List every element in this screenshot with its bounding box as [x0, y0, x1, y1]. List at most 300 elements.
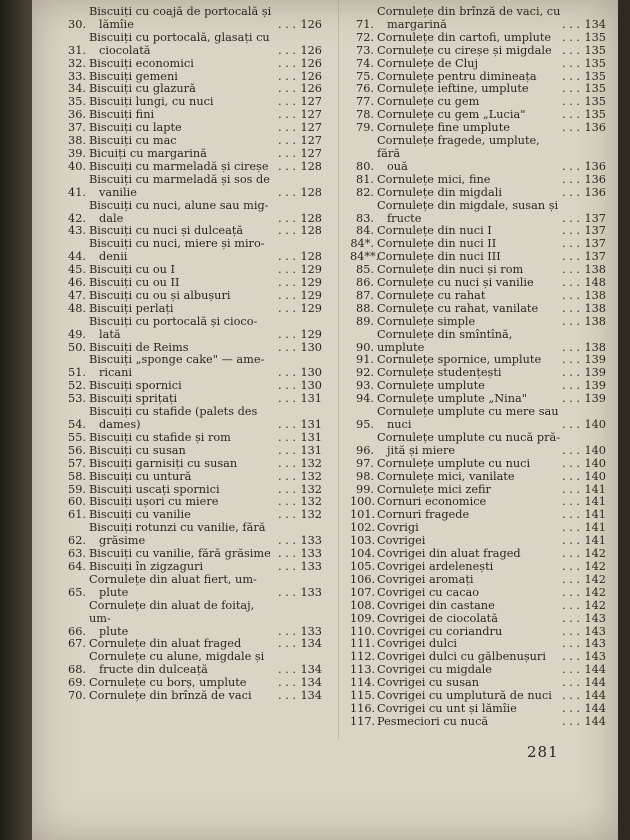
entry-title — [89, 354, 278, 380]
dot-leader: . . . — [278, 134, 296, 148]
entry-title-continuation: grăsime — [99, 534, 146, 548]
entry-page: 139 — [584, 353, 606, 367]
dot-leader: . . . — [562, 353, 580, 367]
entry-title-continuation: fructe — [387, 211, 422, 225]
entry-page: 140 — [584, 418, 606, 431]
entry-title — [89, 316, 278, 342]
entry-number: 84**. — [350, 250, 380, 264]
dot-leader: . . . — [562, 314, 580, 328]
dot-leader: . . . — [562, 521, 580, 535]
entry-title-line: Cornulețe umplute cu nuci — [377, 457, 531, 470]
entry-page: 133 — [300, 559, 322, 573]
entry-number: 84*. — [350, 237, 374, 251]
toc-entry — [350, 600, 606, 613]
entry-title-continuation: plute — [99, 624, 129, 638]
entry-number: 44. — [68, 250, 86, 264]
entry-number: 30. — [68, 17, 86, 31]
dot-leader: . . . — [562, 56, 580, 70]
entry-title — [89, 303, 278, 316]
entry-title — [89, 135, 278, 148]
entry-title — [377, 522, 562, 535]
entry-title — [89, 83, 278, 96]
entry-title-line: Cornulețe cu gem „Lucia" — [377, 109, 526, 122]
entry-title-line: Cornulețe fine umplute — [377, 122, 510, 135]
entry-title-line: Biscuiți cu marmeladă și cireșe — [89, 160, 269, 173]
entry-title — [89, 406, 278, 432]
entry-title-line: Cornulețe din brînză de vaci — [89, 690, 252, 703]
entry-title — [89, 445, 278, 458]
toc-entry — [350, 316, 606, 329]
entry-title — [377, 187, 562, 200]
toc-entry — [350, 45, 606, 58]
entry-title — [377, 561, 562, 574]
entry-page: 127 — [300, 108, 322, 122]
dot-leader: . . . — [278, 17, 296, 31]
entry-title-line: Biscuiți de Reims — [89, 341, 189, 354]
toc-entry — [350, 32, 606, 45]
entry-page: 129 — [300, 288, 322, 302]
entry-number: 33. — [68, 69, 86, 83]
dot-leader: . . . — [562, 714, 580, 728]
entry-number: 59. — [68, 482, 86, 496]
entry-page: 127 — [300, 121, 322, 135]
entry-title — [377, 484, 562, 497]
entry-title-line: Biscuiți lungi, cu nuci — [89, 96, 214, 109]
entry-title-line: Covrigei dulci — [377, 638, 458, 651]
dot-leader: . . . — [278, 366, 296, 380]
entry-title-continuation: dames) — [99, 418, 141, 431]
entry-number: 109. — [350, 611, 376, 625]
entry-number: 42. — [68, 211, 86, 225]
entry-page: 138 — [584, 288, 606, 302]
entry-title-line: Cornulețe cu borș, umplute — [89, 677, 247, 690]
entry-number: 83. — [356, 211, 374, 225]
entry-title-line: Cornulețe mici, fine — [377, 173, 491, 186]
entry-title-line: Cornulețe din aluat de foitaj, um- — [89, 599, 255, 625]
entry-number: 56. — [68, 443, 86, 457]
entry-page: 128 — [300, 211, 322, 225]
entry-number: 65. — [68, 585, 86, 599]
entry-title — [89, 161, 278, 174]
dot-leader: . . . — [562, 263, 580, 277]
dot-leader: . . . — [278, 430, 296, 444]
entry-title-line: Biscuiți gemeni — [89, 70, 178, 83]
entry-title — [377, 290, 562, 303]
dot-leader: . . . — [278, 159, 296, 173]
dot-leader: . . . — [562, 17, 580, 31]
entry-title — [89, 32, 278, 58]
entry-page: 133 — [300, 534, 322, 548]
entry-title-line: Biscuiți cu susan — [89, 444, 186, 457]
toc-entry — [62, 471, 322, 484]
entry-title-line: Biscuiți cu stafide și rom — [89, 431, 231, 444]
entry-title-continuation: lată — [99, 327, 121, 341]
entry-number: 71. — [356, 17, 374, 31]
entry-title — [377, 393, 562, 406]
dot-leader: . . . — [278, 637, 296, 651]
entry-title — [377, 626, 562, 639]
entry-number: 48. — [68, 301, 86, 315]
entry-title-line: Cornulețe din cartofi, umplute — [377, 31, 552, 44]
entry-title-line: Covrigei cu cacao — [377, 586, 480, 599]
dot-leader: . . . — [278, 69, 296, 83]
dot-leader: . . . — [278, 56, 296, 70]
entry-page: 136 — [584, 159, 606, 173]
dot-leader: . . . — [562, 224, 580, 238]
dot-leader: . . . — [562, 211, 580, 225]
entry-title — [89, 484, 278, 497]
entry-title-line: Cornulețe umplute „Nina" — [377, 393, 527, 406]
dot-leader: . . . — [562, 676, 580, 690]
entry-title-line: Cornulețe din brînză de vaci, cu — [377, 6, 561, 18]
entry-title — [89, 677, 278, 690]
entry-number: 69. — [68, 676, 86, 690]
dot-leader: . . . — [278, 185, 296, 199]
entry-title-line: Biscuiți cu ou II — [89, 277, 180, 290]
entry-number: 104. — [350, 547, 376, 561]
entry-page: 135 — [584, 69, 606, 83]
entry-title-line: Cornulețe mici zefir — [377, 483, 491, 496]
entry-title — [377, 677, 562, 690]
entry-number: 78. — [356, 108, 374, 122]
entry-page: 138 — [584, 314, 606, 328]
entry-title — [377, 58, 562, 71]
entry-number: 111. — [350, 637, 376, 651]
entry-title-line: Cornulețe umplute cu nucă pră- — [377, 431, 561, 444]
entry-title-line: Cornulețe din nuci II — [377, 238, 497, 251]
entry-page: 137 — [584, 224, 606, 238]
toc-left-column — [62, 6, 322, 703]
entry-number: 117. — [350, 714, 376, 728]
entry-title — [377, 135, 562, 174]
entry-title-line: Biscuiți cu ou și albușuri — [89, 289, 231, 302]
entry-title-line: Cornulețe cu alune, migdale și — [89, 651, 265, 664]
entry-title — [89, 225, 278, 238]
entry-page: 142 — [584, 585, 606, 599]
entry-number: 62. — [68, 534, 86, 548]
dot-leader: . . . — [562, 108, 580, 122]
toc-entry — [62, 574, 322, 600]
entry-title — [89, 290, 278, 303]
entry-title — [377, 316, 562, 329]
toc-entry — [62, 432, 322, 445]
entry-title-line: Biscuiți cu ou I — [89, 264, 175, 277]
entry-title — [89, 496, 278, 509]
entry-title — [377, 509, 562, 522]
entry-number: 58. — [68, 469, 86, 483]
entry-number: 50. — [68, 340, 86, 354]
dot-leader: . . . — [278, 624, 296, 638]
entry-title-line: Cornulețe umplute — [377, 380, 485, 393]
dot-leader: . . . — [278, 443, 296, 457]
entry-number: 100. — [350, 495, 376, 509]
entry-title — [377, 32, 562, 45]
toc-entry — [62, 354, 322, 380]
entry-page: 135 — [584, 82, 606, 96]
dot-leader: . . . — [562, 301, 580, 315]
toc-entry — [350, 587, 606, 600]
entry-page: 142 — [584, 559, 606, 573]
entry-title-line: Covrigei aromați — [377, 573, 474, 586]
entry-title-line: Cornulețe fragede, umplute, fără — [377, 135, 540, 160]
entry-number: 85. — [356, 263, 374, 277]
toc-entry — [62, 32, 322, 58]
dot-leader: . . . — [562, 379, 580, 393]
entry-title — [377, 664, 562, 677]
entry-page: 136 — [584, 185, 606, 199]
entry-page: 144 — [584, 689, 606, 703]
entry-title-line: Cornulețe din aluat fiert, um- — [89, 573, 257, 586]
entry-title-continuation: ricani — [99, 366, 132, 380]
toc-entry — [350, 200, 606, 226]
entry-number: 89. — [356, 314, 374, 328]
entry-title-line: Covrigei cu susan — [377, 677, 480, 690]
entry-title — [377, 200, 562, 226]
dot-leader: . . . — [562, 121, 580, 135]
entry-page: 131 — [300, 443, 322, 457]
entry-page: 127 — [300, 134, 322, 148]
dot-leader: . . . — [562, 250, 580, 264]
entry-title — [89, 432, 278, 445]
entry-title-line: Biscuiți cu vanilie — [89, 509, 191, 522]
entry-number: 115. — [350, 689, 376, 703]
entry-page: 139 — [584, 379, 606, 393]
dot-leader: . . . — [278, 121, 296, 135]
entry-title-line: Biscuiți perlați — [89, 302, 174, 315]
entry-title-line: Cornuri fragede — [377, 509, 470, 522]
entry-title-continuation: fructe din dulceață — [99, 663, 208, 677]
entry-page: 126 — [300, 82, 322, 96]
toc-entry — [350, 187, 606, 200]
entry-page: 129 — [300, 327, 322, 341]
entry-page: 136 — [584, 121, 606, 135]
entry-title-line: Biscuiți cu stafide (palets des — [89, 406, 258, 419]
entry-title-line: Covrigei din castane — [377, 599, 495, 612]
entry-number: 72. — [356, 30, 374, 44]
entry-title — [377, 703, 562, 716]
entry-title — [377, 6, 562, 32]
dot-leader: . . . — [562, 689, 580, 703]
entry-page: 142 — [584, 572, 606, 586]
entry-number: 82. — [356, 185, 374, 199]
entry-title — [377, 96, 562, 109]
entry-title-line: Biscuiți economici — [89, 57, 194, 70]
toc-entry — [62, 638, 322, 651]
toc-entry — [350, 135, 606, 174]
entry-number: 81. — [356, 172, 374, 186]
toc-entry — [350, 303, 606, 316]
entry-page: 138 — [584, 301, 606, 315]
dot-leader: . . . — [562, 288, 580, 302]
entry-title — [377, 109, 562, 122]
entry-title-line: Biscuiți cu vanilie, fără grăsime — [89, 548, 271, 561]
entry-page: 144 — [584, 714, 606, 728]
entry-page: 128 — [300, 224, 322, 238]
entry-number: 70. — [68, 689, 86, 703]
entry-number: 68. — [68, 663, 86, 677]
toc-entry — [62, 522, 322, 548]
entry-page: 144 — [584, 701, 606, 715]
entry-title — [89, 148, 278, 161]
entry-page: 130 — [300, 366, 322, 380]
entry-title-line: Biscuiți cu coajă de portocală și — [89, 6, 272, 18]
entry-page: 127 — [300, 146, 322, 160]
entry-title — [377, 45, 562, 58]
entry-title-line: Biscuiți spornici — [89, 380, 182, 393]
entry-page: 142 — [584, 547, 606, 561]
toc-entry — [62, 509, 322, 522]
entry-number: 87. — [356, 288, 374, 302]
dot-leader: . . . — [562, 456, 580, 470]
entry-title-continuation: nuci — [387, 418, 412, 431]
entry-title — [377, 432, 562, 458]
entry-title-line: Cornulețe studențești — [377, 367, 502, 380]
entry-number: 91. — [356, 353, 374, 367]
entry-title — [377, 264, 562, 277]
entry-title-line: Cornulețe din nuci și rom — [377, 264, 524, 277]
entry-title — [89, 548, 278, 561]
entry-page: 134 — [300, 676, 322, 690]
entry-number: 73. — [356, 43, 374, 57]
entry-number: 93. — [356, 379, 374, 393]
entry-number: 114. — [350, 676, 376, 690]
entry-title-line: Cornulețe din smîntînă, umplute — [377, 328, 513, 354]
toc-entry — [350, 290, 606, 303]
entry-number: 40. — [68, 159, 86, 173]
entry-title-line: Cornulețe cu rahat, vanilate — [377, 302, 539, 315]
entry-number: 55. — [68, 430, 86, 444]
toc-entry — [62, 651, 322, 677]
entry-title — [89, 638, 278, 651]
entry-number: 90. — [356, 340, 374, 354]
entry-title — [89, 200, 278, 226]
dot-leader: . . . — [562, 82, 580, 96]
entry-page: 143 — [584, 637, 606, 651]
dot-leader: . . . — [278, 327, 296, 341]
toc-entry — [350, 277, 606, 290]
entry-title-continuation: ciocolată — [99, 43, 151, 57]
entry-title-line: Pesmeciori cu nucă — [377, 715, 489, 728]
dot-leader: . . . — [562, 598, 580, 612]
dot-leader: . . . — [278, 392, 296, 406]
entry-title-line: Cornulețe mici, vanilate — [377, 470, 515, 483]
dot-leader: . . . — [278, 250, 296, 264]
toc-entry — [350, 393, 606, 406]
entry-number: 94. — [356, 392, 374, 406]
entry-page: 134 — [584, 17, 606, 31]
entry-title-line: Biscuiți „sponge cake" — ame- — [89, 354, 265, 367]
toc-entry — [350, 406, 606, 432]
entry-title — [377, 716, 562, 729]
dot-leader: . . . — [278, 495, 296, 509]
entry-title — [377, 83, 562, 96]
entry-number: 38. — [68, 134, 86, 148]
entry-title-line: Cornulețe simple — [377, 315, 476, 328]
entry-number: 66. — [68, 624, 86, 638]
entry-title — [89, 561, 278, 574]
dot-leader: . . . — [562, 185, 580, 199]
entry-title — [377, 613, 562, 626]
entry-title-line: Cornulețe pentru dimineața — [377, 70, 537, 83]
entry-page: 141 — [584, 495, 606, 509]
entry-title-line: Cornulețe cu cireșe și migdale — [377, 44, 552, 57]
dot-leader: . . . — [278, 663, 296, 677]
entry-title-line: Biscuiți cu portocală și cioco- — [89, 315, 258, 328]
entry-page: 126 — [300, 56, 322, 70]
entry-number: 64. — [68, 559, 86, 573]
entry-number: 107. — [350, 585, 376, 599]
entry-number: 31. — [68, 43, 86, 57]
entry-title-line: Cornulețe din nuci I — [377, 225, 492, 238]
entry-title — [377, 600, 562, 613]
entry-number: 92. — [356, 366, 374, 380]
entry-number: 37. — [68, 121, 86, 135]
entry-number: 113. — [350, 663, 376, 677]
toc-entry — [62, 277, 322, 290]
entry-number: 102. — [350, 521, 376, 535]
entry-page: 135 — [584, 108, 606, 122]
entry-page: 135 — [584, 95, 606, 109]
entry-title-line: Biscuiți ușori cu miere — [89, 496, 219, 509]
entry-title-line: Covrigei dulci cu gălbenușuri — [377, 651, 546, 664]
dot-leader: . . . — [278, 224, 296, 238]
entry-title-line: Covrigei — [377, 535, 426, 548]
entry-title-line: Biscuiți cu marmeladă și sos de — [89, 173, 270, 186]
entry-title — [89, 6, 278, 32]
toc-entry — [62, 458, 322, 471]
dot-leader: . . . — [562, 650, 580, 664]
dot-leader: . . . — [562, 469, 580, 483]
entry-title — [89, 471, 278, 484]
entry-number: 63. — [68, 547, 86, 561]
entry-page: 144 — [584, 663, 606, 677]
entry-title-line: Covrigei din aluat fraged — [377, 548, 521, 561]
entry-number: 47. — [68, 288, 86, 302]
toc-entry — [62, 6, 322, 32]
toc-entry — [62, 290, 322, 303]
dot-leader: . . . — [278, 211, 296, 225]
entry-title-line: Biscuiți uscați spornici — [89, 483, 220, 496]
entry-title — [89, 574, 278, 600]
entry-title — [89, 277, 278, 290]
entry-title — [89, 264, 278, 277]
entry-number: 98. — [356, 469, 374, 483]
entry-page: 126 — [300, 69, 322, 83]
entry-number: 75. — [356, 69, 374, 83]
entry-page: 126 — [300, 43, 322, 57]
entry-title-continuation: ouă — [387, 159, 408, 173]
entry-title-line: Covrigei de ciocolată — [377, 612, 498, 625]
entry-page: 140 — [584, 443, 606, 457]
entry-number: 96. — [356, 443, 374, 457]
toc-entry — [62, 303, 322, 316]
entry-title — [89, 393, 278, 406]
entry-title — [89, 380, 278, 393]
entry-title-line: Cornulețe din migdale, susan și — [377, 199, 559, 212]
dot-leader: . . . — [278, 534, 296, 548]
entry-number: 54. — [68, 418, 86, 431]
entry-number: 103. — [350, 534, 376, 548]
entry-title-continuation: dale — [99, 211, 124, 225]
dot-leader: . . . — [278, 340, 296, 354]
entry-title-line: Cornulețe din migdali — [377, 186, 502, 199]
toc-entry — [350, 174, 606, 187]
dot-leader: . . . — [562, 69, 580, 83]
entry-title-line: Cornulețe cu rahat — [377, 289, 486, 302]
dot-leader: . . . — [278, 547, 296, 561]
entry-title — [89, 342, 278, 355]
entry-page: 137 — [584, 250, 606, 264]
